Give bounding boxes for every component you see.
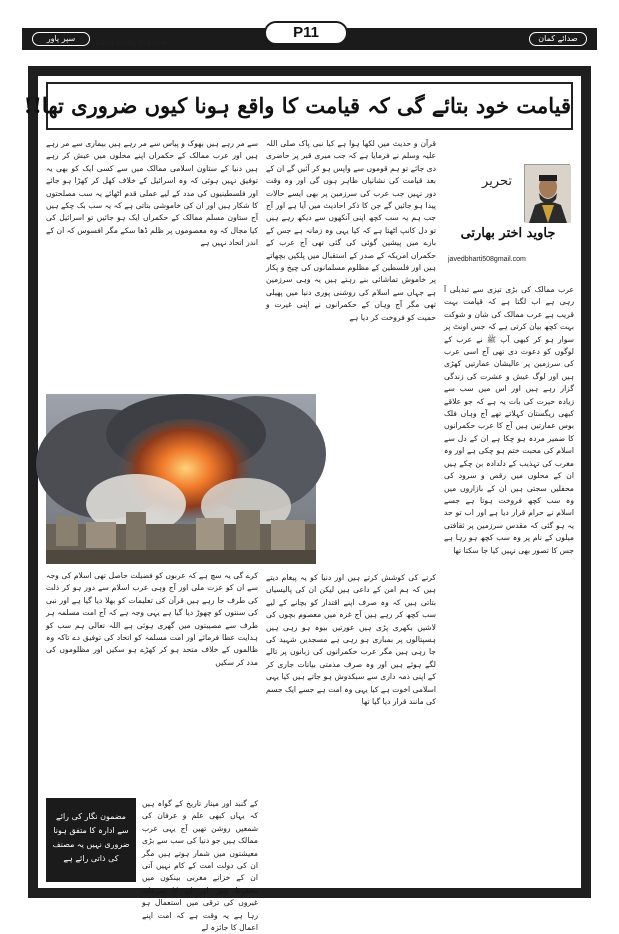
column-right-lower [444, 284, 574, 880]
explosion-photo-icon [46, 394, 316, 564]
column-left-lower [46, 570, 258, 794]
article-body [23, 76, 581, 933]
header-right-label: صدائے کمان [529, 32, 587, 46]
page-number: P11 [264, 21, 348, 45]
column-right-lower-text: عرب ممالک کی بڑی تیزی سے تبدیلی آ رہی ہے اب لگتا ہے کہ قیامت بہت قریب ہے عرب ممالک کی شان و شوکت بہت کچھ بیان کرتی ہے کہ جس اونٹ پر سوار ہو کر کبھی آپ ﷺ نے عرب کے لوگوں کو دعوت دی تھی آج اسی عرب کی سرزمین پر عالیشان عمارتیں کھڑی ہیں اور لوگ عیش و عشرت کی زندگی گزار رہے ہیں اور اس میں سب سے زیادہ حیرت کی بات یہ ہے کہ جو علاقے کبھی ریگستان کہلاتے تھے آج وہاں فلک بوس عمارتیں ہیں آج کا عرب حکمرانوں کا ضمیر مردہ ہو چکا ہے ان کے دل سے اسلام کی محبت ختم ہو چکی ہے اور وہ مغرب کی تہذیب کے دلدادہ بن چکے ہیں ان کے محلوں میں رقص و سرود کی محفلیں سجتی ہیں ان کے بازاروں میں وہ سب کچھ فروخت ہوتا ہے جسے اسلام نے حرام قرار دیا ہے اور اب تو حد یہ ہو گئی کہ مقدس سرزمین پر ثقافتی میلوں کے نام پر وہ سب کچھ ہو رہا ہے جس کا تصور بھی نہیں کیا جا سکتا تھا [444, 285, 574, 555]
header-left-label: سپر پاور [32, 32, 90, 46]
headline-box [23, 82, 573, 130]
header-dated: Dated 30 May To 6 June [96, 40, 167, 47]
author-title: تحریر [482, 174, 512, 189]
author-portrait-icon [525, 165, 571, 223]
author-box [444, 156, 574, 276]
author-email: javedbharti508gmail.com [448, 256, 526, 263]
disclaimer-box: مضمون نگار کی رائے سے ادارہ کا متفق ہونا ضروری نہیں یہ مصنف کی ذاتی رائے ہے [46, 798, 136, 882]
column-left-lower-text: کرے گی یہ سچ ہے کہ عربوں کو فضیلت حاصل تھی اسلام کی وجہ سے ان کو عزت ملی اور آج وہی عرب اسلام سے دور ہو کر ذلت کی طرف جا رہے ہیں قرآن کی تعلیمات کو بھلا دیا گیا ہے اور نبی کی سنتوں کو چھوڑ دیا گیا ہے یہی وجہ ہے کہ آج امت مسلمہ ہر طرف سے مصیبتوں میں گھری ہوئی ہے اللہ تعالی ہم سب کو ہدایت عطا فرمائے اور امت مسلمہ کو اتحاد کی توفیق دے تاکہ وہ ظالموں کے خلاف متحد ہو کر کھڑے ہو سکیں اور مظلوموں کی مدد کر سکیں [46, 571, 258, 667]
author-name: جاوید اختر بھارتی [460, 226, 556, 241]
news-photo [46, 394, 316, 564]
headline: قیامت خود بتائے گی کہ قیامت کا واقع ہونا کیوں ضروری تھا!! [23, 93, 571, 118]
column-left-bottom-text: کے گنبد اور مینار تاریخ کے گواہ ہیں کہ یہاں کبھی علم و عرفان کی شمعیں روشن تھیں آج یہی عرب ممالک ہیں جو دنیا کی سب سے بڑی معیشتوں میں شمار ہوتے ہیں مگر ان کی دولت امت کے کام نہیں آتی ان کے خزانے مغربی بینکوں میں محفوظ ہیں اور ان کا سرمایہ غیروں کی ترقی میں استعمال ہو رہا ہے یہ وقت ہے کہ امت اپنے اعمال کا جائزہ لے [142, 799, 258, 933]
newspaper-page [22, 18, 597, 933]
column-left-upper [46, 138, 258, 388]
column-left-upper-text: سے مر رہے ہیں بھوک و پیاس سے مر رہے ہیں بیماری سے مر رہے ہیں اور عرب ممالک کے حکمراں اپنے محلوں میں عیش کر رہے ہیں دنیا کے ستاون اسلامی ممالک میں سے کسی ایک کو بھی یہ توفیق نہیں ہوئی کہ وہ اسرائیل کے خلاف کھل کر کھڑا ہو جائے اور فلسطینیوں کی مدد کے لیے عملی قدم اٹھائے یہ سب مصلحتوں کا شکار ہیں اور ان کی خاموشی بتاتی ہے کہ یہ سب بک چکے ہیں آج ستاون مسلم ممالک کے حکمراں ایک ہو جائیں تو اسرائیل کی کیا مجال کہ وہ معصوموں پر ظلم ڈھا سکے مگر افسوس کہ ان کے اندر اتحاد نہیں ہے [46, 139, 258, 248]
column-middle-upper-text: قرآن و حدیث میں لکھا ہوا ہے کیا نبی پاک صلی اللہ علیہ وسلم نے فرمایا ہے کہ جب میری قبر پر حاضری دی جائے تو ہم قوموں سے واپس ہو کر آئیں گے ان کے بعد قیامت کی نشانیاں ظاہر ہوں گی اور وہ وقت دور نہیں جب عرب کی سرزمین پر بھی ایسے حالات پیدا ہو جائیں گے جن کا ذکر احادیث میں آیا ہے اور آج جب ہم یہ سب کچھ اپنی آنکھوں سے دیکھ رہے ہیں تو دل کانپ اٹھتا ہے کہ کیا یہی وہ زمانہ ہے جس کے بارے میں پیشین گوئی کی گئی تھی آج عرب کے حکمراں امریکہ کے صدر کے استقبال میں پلکیں بچھاتے ہیں اور فلسطین کے مظلوم مسلمانوں کی چیخ و پکار پر خاموش تماشائی بنے رہتے ہیں یہ وہی سرزمین ہے جہاں سے اسلام کی روشنی پوری دنیا میں پھیلی تھی مگر آج وہاں کے حکمرانوں نے اپنی غیرت و حمیت کو فروخت کر دیا ہے [266, 139, 436, 322]
column-middle-lower [266, 572, 436, 880]
article-frame [23, 66, 591, 933]
column-middle-lower-text: کرنے کی کوشش کرتے ہیں اور دنیا کو یہ پیغام دیتے ہیں کہ ہم امن کے داعی ہیں لیکن ان کی پالیسیاں بتاتی ہیں کہ وہ صرف اپنے اقتدار کو بچانے کے لیے سب کچھ کر رہے ہیں آج غزہ میں معصوم بچوں کی لاشیں بکھری پڑی ہیں عورتیں بیوہ ہو رہی ہیں ہسپتالوں پر بمباری ہو رہی ہے مسجدیں شہید کی جا رہی ہیں مگر عرب حکمرانوں کی زبانوں پر تالے لگے ہوئے ہیں اور وہ صرف مذمتی بیانات جاری کر کے اپنی ذمہ داری سے سبکدوش ہو جاتے ہیں کیا یہی اسلامی اخوت ہے کیا یہی وہ امت ہے جسے ایک جسم کی مانند قرار دیا گیا تھا [266, 573, 436, 707]
column-left-bottom [142, 798, 258, 933]
author-photo [524, 164, 570, 222]
